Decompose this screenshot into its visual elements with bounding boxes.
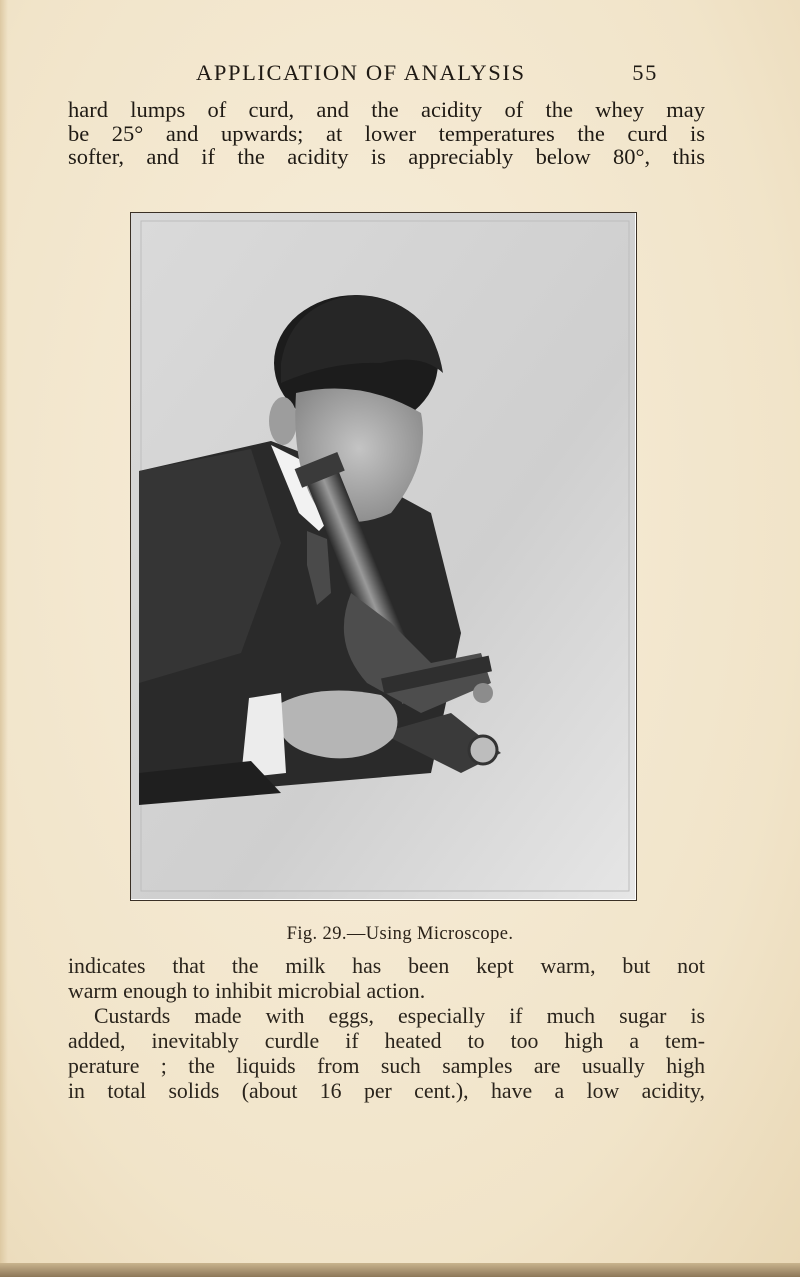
text-line: in total solids (about 16 per cent.), have a low acidity, bbox=[68, 1079, 705, 1103]
text-line: softer, and if the acidity is appreciably below 80°, this bbox=[68, 144, 705, 169]
microscope-photo-illustration bbox=[131, 213, 635, 899]
text-line: hard lumps of curd, and the acidity of the whey may bbox=[68, 97, 705, 122]
text-line: indicates that the milk has been kept warm, but not bbox=[68, 954, 705, 978]
figure-photograph bbox=[130, 212, 637, 901]
page-number: 55 bbox=[632, 60, 658, 85]
text-line: Custards made with eggs, especially if much sugar is bbox=[94, 1004, 705, 1028]
text-line: added, inevitably curdle if heated to too high a tem- bbox=[68, 1029, 705, 1053]
page-gutter-shadow bbox=[0, 0, 8, 1277]
paragraph-top bbox=[68, 98, 705, 169]
text-line: warm enough to inhibit microbial action. bbox=[68, 979, 426, 1003]
paragraph-bottom bbox=[68, 954, 705, 1104]
running-head bbox=[196, 60, 658, 86]
figure-caption: Fig. 29.—Using Microscope. bbox=[286, 924, 514, 944]
page-bottom-edge bbox=[0, 1263, 800, 1277]
running-head-title: APPLICATION OF ANALYSIS bbox=[196, 60, 526, 85]
text-line: be 25° and upwards; at lower temperatures the curd is bbox=[68, 120, 705, 146]
text-line: perature ; the liquids from such samples are usually high bbox=[68, 1054, 705, 1078]
